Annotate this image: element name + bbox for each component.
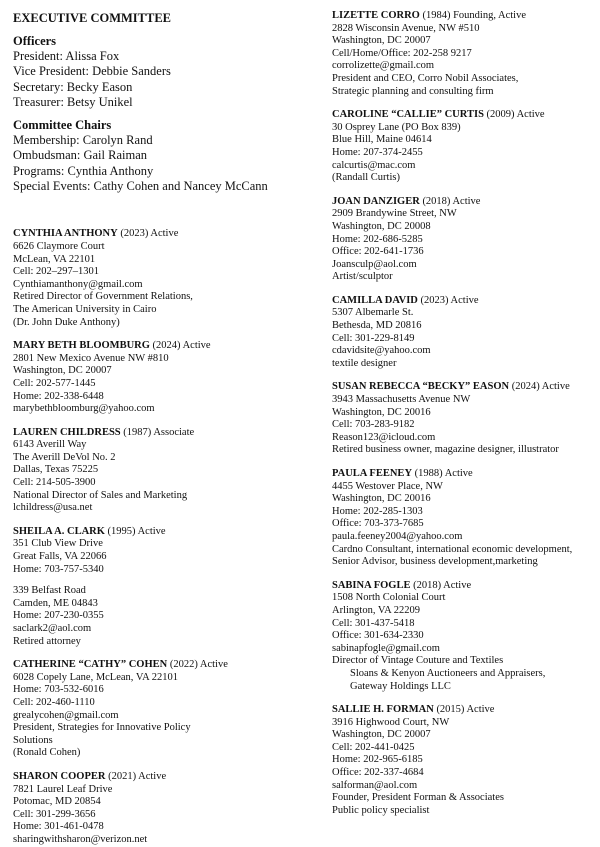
member-detail-line: Public policy specialist — [332, 804, 430, 816]
member-entry — [13, 427, 313, 515]
left-member-list — [13, 228, 313, 846]
member-detail-line: Washington, DC 20007 — [13, 365, 112, 377]
member-detail-line: Potomac, MD 20854 — [13, 796, 101, 808]
member-entry — [13, 340, 313, 416]
member-detail-line: Camden, ME 04843 — [13, 597, 98, 609]
member-detail-line: Home: 703-532-6016 — [13, 684, 104, 696]
member-status: (1995) Active — [104, 525, 166, 537]
officers-heading: Officers — [13, 34, 57, 48]
member-detail-line: Dallas, Texas 75225 — [13, 464, 99, 476]
member-detail-line: Blue Hill, Maine 04614 — [332, 134, 432, 146]
member-detail-line: Cardno Consultant, international economic development, — [332, 543, 573, 555]
member-name: SUSAN REBECCA “BECKY” EASON — [332, 381, 510, 393]
member-detail-line: Joansculp@aol.com — [332, 258, 417, 270]
member-entry — [13, 659, 313, 760]
member-heading — [13, 340, 313, 353]
member-entry — [332, 295, 594, 371]
member-detail-line: Home: 207-374-2455 — [332, 146, 423, 158]
officers-block — [13, 34, 313, 110]
member-detail-line: McLean, VA 22101 — [13, 253, 96, 265]
member-detail-line: saclark2@aol.com — [13, 623, 92, 634]
member-name: LAUREN CHILDRESS — [13, 426, 121, 438]
member-detail-line: Cell/Home/Office: 202-258 9217 — [332, 47, 472, 59]
officer-line: Treasurer: Betsy Unikel — [13, 94, 133, 109]
officer-line: President: Alissa Fox — [13, 49, 120, 63]
member-detail-line: 3943 Massachusetts Avenue NW — [332, 394, 471, 406]
member-detail-line: Cell: 301-437-5418 — [332, 617, 415, 629]
member-detail-line: President and CEO, Corro Nobil Associates, — [332, 72, 519, 84]
chair-line: Programs: Cynthia Anthony — [13, 163, 154, 178]
member-detail-line: Home: 202-686-5285 — [332, 233, 423, 245]
member-detail-line: Gateway Holdings LLC — [350, 680, 451, 692]
member-detail-line: (Randall Curtis) — [332, 172, 400, 184]
member-detail-line: Cell: 202-460-1110 — [13, 696, 95, 708]
member-entry — [332, 10, 594, 98]
member-heading — [13, 228, 313, 241]
chair-line: Ombudsman: Gail Raiman — [13, 148, 148, 163]
member-detail-line: Cell: 214-505-3900 — [13, 477, 96, 489]
member-detail-line: Great Falls, VA 22066 — [13, 551, 107, 563]
member-entry — [332, 468, 594, 569]
member-detail-line: 6626 Claymore Court — [13, 240, 105, 252]
member-detail-line: Director of Vintage Couture and Textiles — [332, 655, 504, 667]
member-heading — [13, 771, 313, 784]
member-detail-line: Strategic planning and consulting firm — [332, 85, 494, 97]
officer-line: Vice President: Debbie Sanders — [13, 64, 171, 79]
member-name: JOAN DANZIGER — [332, 195, 420, 207]
member-heading — [13, 427, 313, 440]
member-detail-line: Home: 202-338-6448 — [13, 390, 104, 402]
member-detail-line: (Ronald Cohen) — [13, 747, 81, 759]
member-name: SABINA FOGLE — [332, 579, 411, 591]
member-status: (2018) Active — [410, 579, 472, 591]
member-detail-line: Retired business owner, magazine designer, illustrator — [332, 444, 559, 456]
member-detail-line: Office: 202-641-1736 — [332, 246, 424, 258]
member-status: (1984) Founding, Active — [419, 10, 526, 21]
member-detail-line: paula.feeney2004@yahoo.com — [332, 530, 463, 542]
member-heading — [332, 295, 594, 308]
member-detail-line: corrolizette@gmail.com — [332, 60, 435, 72]
member-detail-line: 5307 Albemarle St. — [332, 307, 414, 319]
member-entry — [13, 228, 313, 329]
page-title: EXECUTIVE COMMITTEE — [13, 11, 172, 25]
member-heading — [332, 381, 594, 394]
member-detail-line: marybethbloomburg@yahoo.com — [13, 403, 155, 415]
member-detail-line: 2828 Wisconsin Avenue, NW #510 — [332, 22, 480, 34]
member-detail-line: National Director of Sales and Marketing — [13, 489, 188, 501]
member-detail-line: Washington, DC 20016 — [332, 493, 431, 505]
member-detail-line: Sloans & Kenyon Auctioneers and Appraisers, — [350, 667, 546, 679]
member-detail-line: Washington, DC 20007 — [332, 729, 431, 741]
member-heading — [13, 526, 313, 539]
member-detail-line: Home: 207-230-0355 — [13, 610, 104, 622]
member-name: CAMILLA DAVID — [332, 294, 418, 306]
chair-line: Special Events: Cathy Cohen and Nancey McCann — [13, 179, 268, 194]
member-detail-line: 2801 New Mexico Avenue NW #810 — [13, 352, 169, 364]
member-detail-line: President, Strategies for Innovative Policy — [13, 722, 191, 734]
member-detail-line: 6143 Averill Way — [13, 439, 87, 451]
member-entry — [332, 580, 594, 693]
member-detail-line: textile designer — [332, 357, 397, 369]
member-detail-line: Cell: 301-299-3656 — [13, 808, 96, 820]
member-second-address — [13, 585, 313, 648]
member-detail-line: Home: 703-757-5340 — [13, 563, 104, 575]
member-status: (2023) Active — [417, 294, 479, 306]
member-name: LIZETTE CORRO — [332, 10, 420, 21]
right-member-list — [332, 10, 594, 817]
member-heading — [332, 196, 594, 209]
member-status: (2024) Active — [149, 340, 211, 352]
member-status: (2018) Active — [419, 195, 481, 207]
member-detail-line: Retired Director of Government Relations, — [13, 291, 193, 303]
member-heading — [332, 580, 594, 593]
right-column — [332, 10, 594, 817]
member-name: CATHERINE “CATHY” COHEN — [13, 659, 168, 671]
member-heading — [332, 468, 594, 481]
member-name: PAULA FEENEY — [332, 468, 413, 479]
officer-line: Secretary: Becky Eason — [13, 79, 133, 94]
member-detail-line: 4455 Westover Place, NW — [332, 480, 443, 492]
member-detail-line: 1508 North Colonial Court — [332, 592, 446, 604]
member-detail-line: Bethesda, MD 20816 — [332, 320, 422, 332]
member-entry — [332, 109, 594, 185]
member-detail-line: Retired attorney — [13, 635, 81, 647]
member-detail-line: grealycohen@gmail.com — [13, 709, 119, 721]
member-detail-line: 339 Belfast Road — [13, 585, 86, 597]
member-detail-line: lchildress@usa.net — [13, 502, 93, 514]
member-status: (2015) Active — [433, 704, 495, 716]
member-name: MARY BETH BLOOMBURG — [13, 340, 150, 352]
member-name: SHARON COOPER — [13, 770, 106, 782]
member-entry — [332, 196, 594, 284]
member-status: (2023) Active — [117, 228, 179, 240]
member-entry — [332, 381, 594, 457]
member-detail-line: Home: 202-965-6185 — [332, 754, 423, 766]
member-heading — [13, 659, 313, 672]
member-detail-line: Cell: 301-229-8149 — [332, 332, 415, 344]
member-detail-line: 2909 Brandywine Street, NW — [332, 208, 457, 220]
member-heading — [332, 704, 594, 717]
member-detail-line: The American University in Cairo — [13, 303, 157, 315]
member-detail-line: Cell: 703-283-9182 — [332, 419, 415, 431]
chairs-heading: Committee Chairs — [13, 118, 112, 133]
member-status: (1987) Associate — [120, 426, 195, 438]
member-status: (2021) Active — [105, 770, 167, 782]
member-detail-line: Office: 703-373-7685 — [332, 518, 424, 530]
member-detail-line: Artist/sculptor — [332, 271, 393, 283]
member-detail-line: Reason123@icloud.com — [332, 431, 436, 443]
member-detail-line: 3916 Highwood Court, NW — [332, 716, 450, 728]
member-detail-line: salforman@aol.com — [332, 779, 418, 791]
member-detail-line: Washington, DC 20008 — [332, 220, 431, 232]
member-detail-line: Home: 202-285-1303 — [332, 505, 423, 517]
member-detail-line: Senior Advisor, business development,marketing — [332, 556, 538, 568]
member-detail-line: (Dr. John Duke Anthony) — [13, 316, 120, 328]
member-entry — [13, 526, 313, 648]
member-detail-line: sharingwithsharon@verizon.net — [13, 833, 148, 845]
member-entry — [332, 704, 594, 817]
chairs-block — [13, 118, 313, 194]
member-detail-line: Cell: 202–297–1301 — [13, 266, 100, 278]
member-detail-line: Home: 301-461-0478 — [13, 821, 104, 833]
member-heading — [332, 10, 594, 23]
chair-line: Membership: Carolyn Rand — [13, 133, 153, 148]
member-detail-line: Cell: 202-577-1445 — [13, 377, 96, 389]
member-name: CAROLINE “CALLIE” CURTIS — [332, 109, 484, 121]
member-detail-line: 351 Club View Drive — [13, 538, 103, 550]
member-detail-line: Cell: 202-441-0425 — [332, 741, 415, 753]
member-status: (1988) Active — [412, 468, 473, 479]
member-status: (2024) Active — [509, 381, 570, 393]
member-status: (2022) Active — [167, 659, 228, 671]
member-detail-line: calcurtis@mac.com — [332, 159, 416, 171]
left-column — [13, 10, 313, 847]
member-detail-line: Founder, President Forman & Associates — [332, 792, 504, 804]
member-detail-line: Washington, DC 20007 — [332, 35, 431, 47]
member-detail-line: Cynthiamanthony@gmail.com — [13, 278, 143, 290]
member-detail-line: The Averill DeVol No. 2 — [13, 451, 116, 463]
member-detail-line: Washington, DC 20016 — [332, 406, 431, 418]
member-name: CYNTHIA ANTHONY — [13, 228, 118, 240]
member-detail-line: 6028 Copely Lane, McLean, VA 22101 — [13, 671, 178, 683]
member-detail-line: Solutions — [13, 734, 53, 746]
member-name: SHEILA A. CLARK — [13, 525, 105, 537]
member-detail-line: cdavidsite@yahoo.com — [332, 345, 431, 357]
member-detail-line: 30 Osprey Lane (PO Box 839) — [332, 121, 461, 133]
member-name: SALLIE H. FORMAN — [332, 704, 434, 716]
member-status: (2009) Active — [483, 109, 545, 121]
member-detail-line: Office: 202-337-4684 — [332, 767, 424, 779]
member-detail-line: Office: 301-634-2330 — [332, 630, 424, 642]
member-heading — [332, 109, 594, 122]
member-detail-line: Arlington, VA 22209 — [332, 604, 420, 616]
member-entry — [13, 771, 313, 847]
member-detail-line: 7821 Laurel Leaf Drive — [13, 783, 113, 795]
member-detail-line: sabinapfogle@gmail.com — [332, 642, 440, 654]
